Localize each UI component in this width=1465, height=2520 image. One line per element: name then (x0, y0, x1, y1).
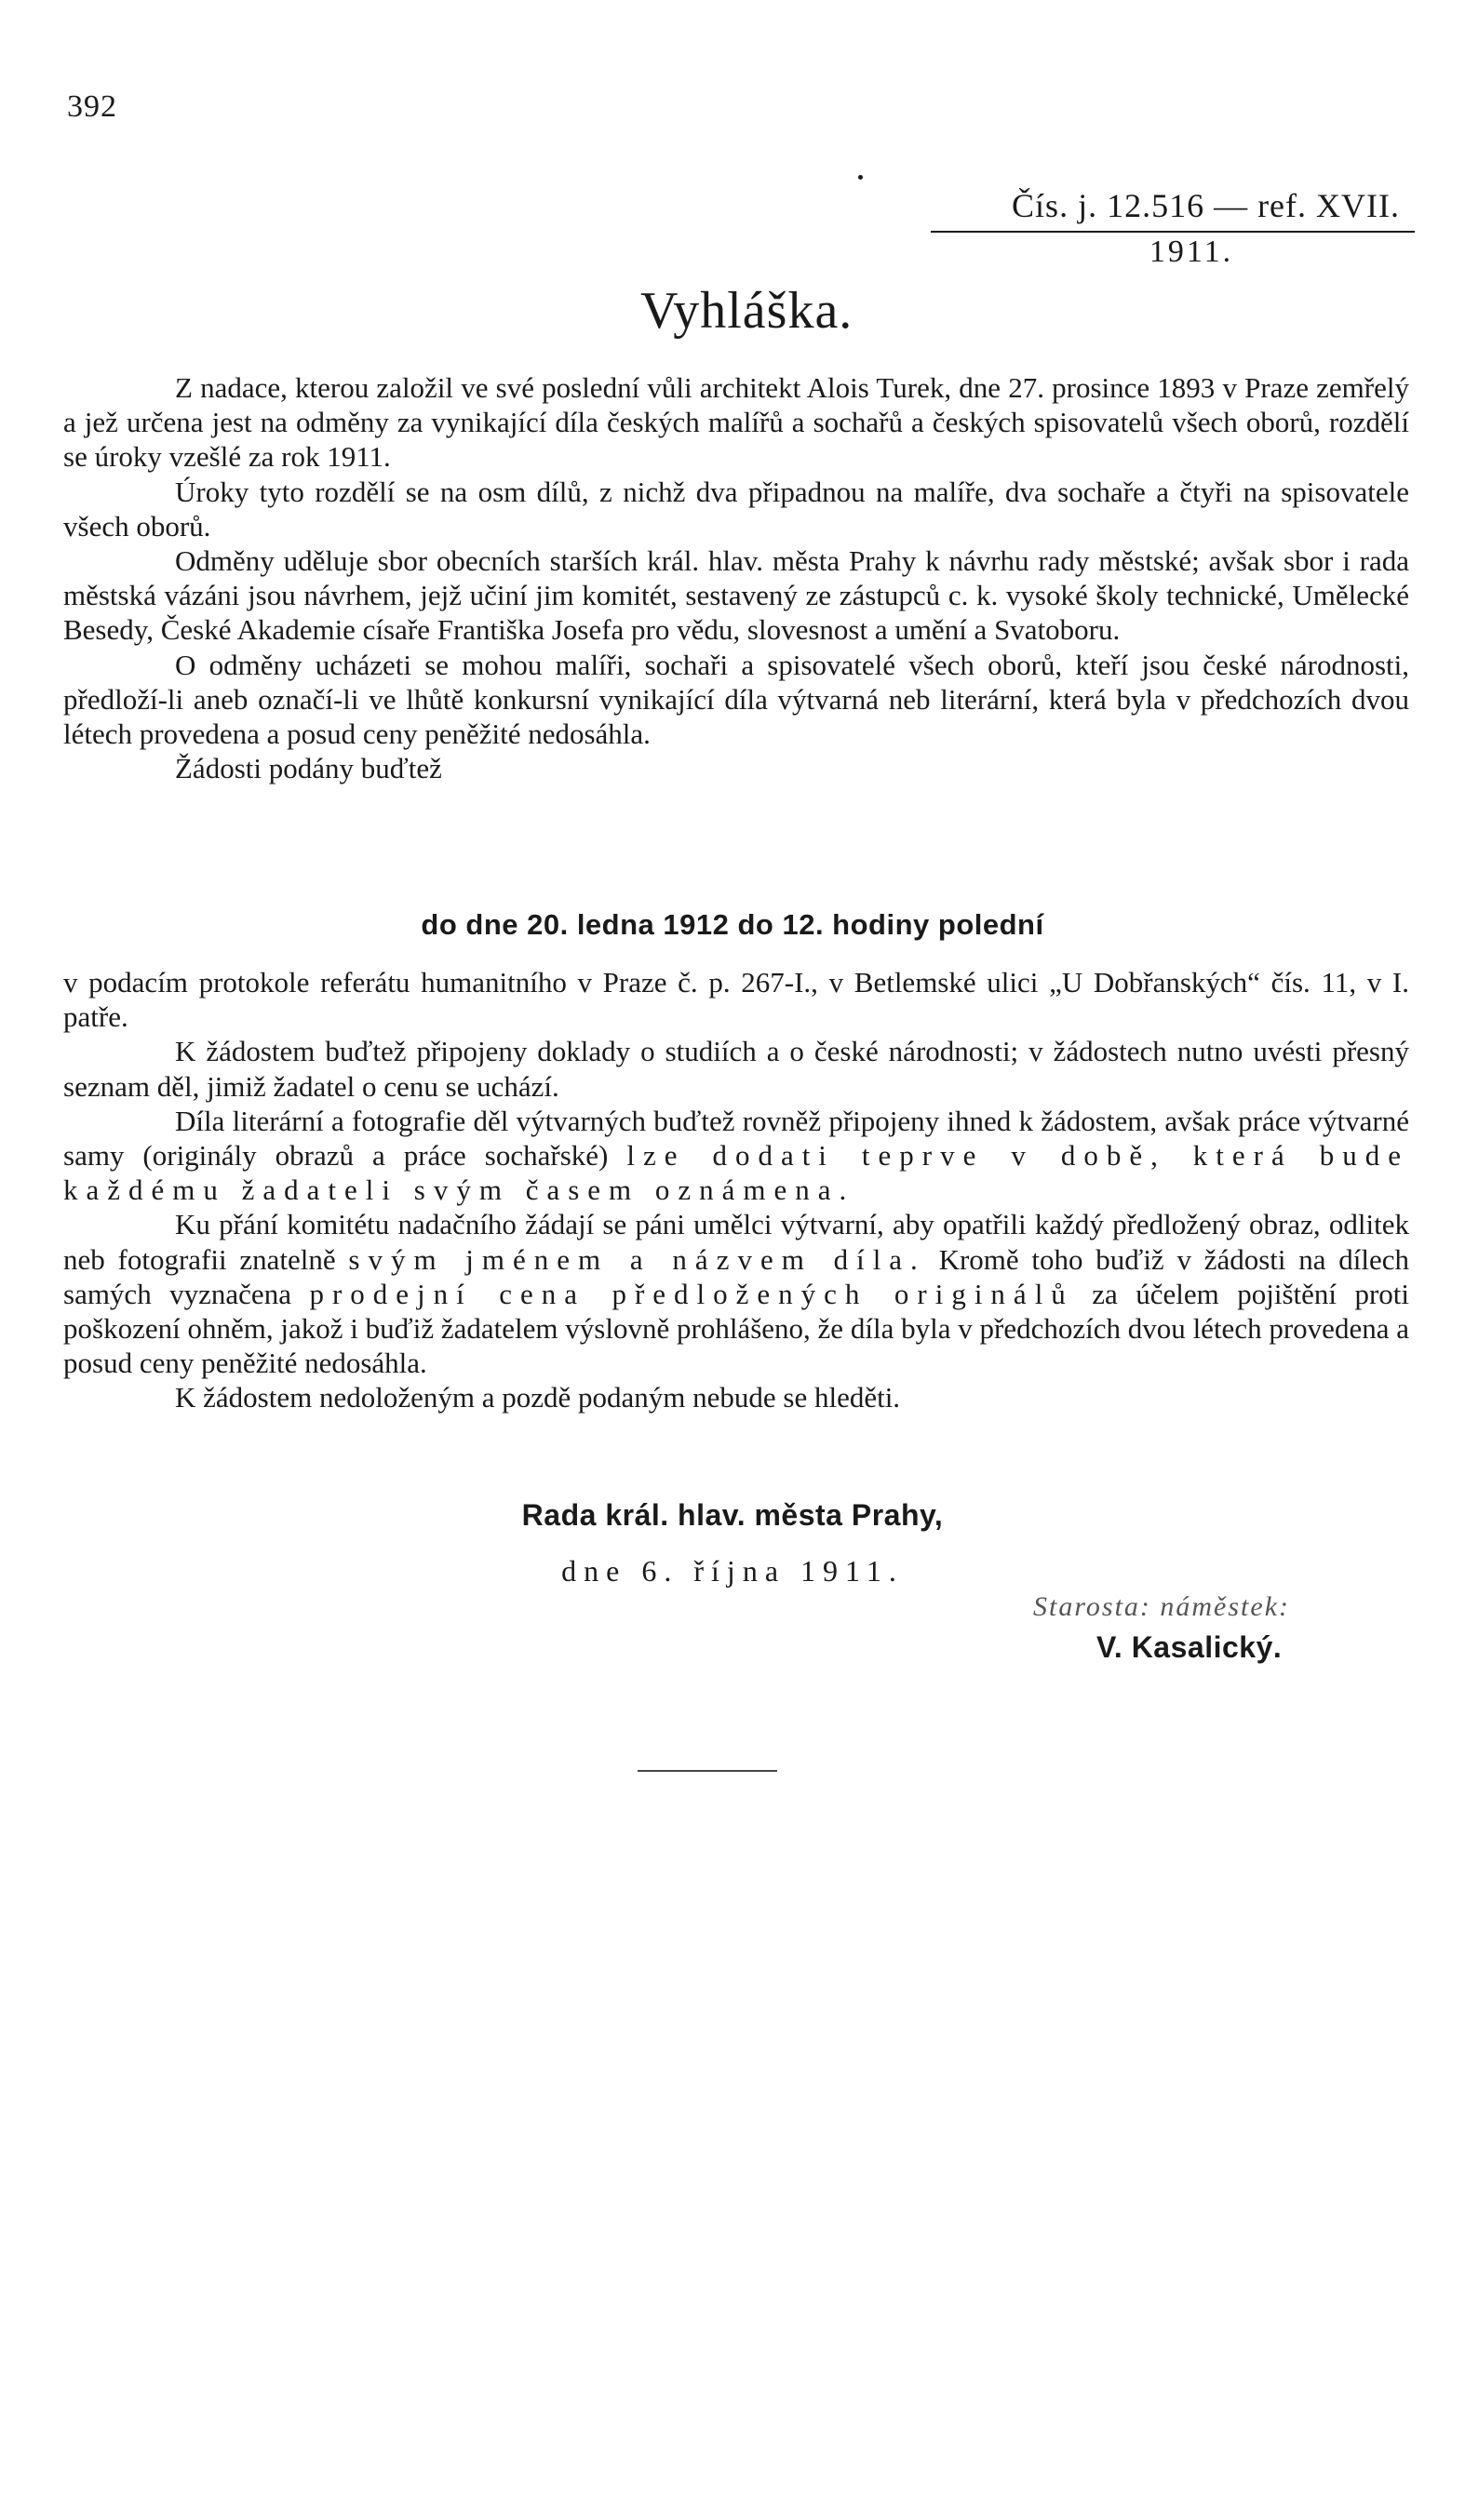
labelling-text-start: Ku přání komitétu nadačního žádají se páni umělci výtvarní, aby opatřili každý předložený obraz, odlitek neb fotografii znatelně (63, 1208, 1409, 1276)
announcement-body-bottom (63, 965, 1409, 1415)
signer-role: Starosta: náměstek: (1033, 1591, 1291, 1622)
paragraph-submit: Žádosti podány buďtež (175, 752, 442, 785)
labelling-text-end: za účelem pojištění proti poškození ohněm, jakož i buďiž žadatelem výslovně prohlášeno, že díla byla v předchozích dvou létech provedena a posud ceny peněžité nedosáhla. (63, 1277, 1410, 1380)
works-spaced-text: lze dodati teprve v době, která bude každému žadateli svým časem oznámena. (63, 1139, 1410, 1207)
signer-name: V. Kasalický. (1096, 1630, 1283, 1664)
issue-date: dne 6. října 1911. (561, 1554, 904, 1588)
paragraph-eligibility: O odměny ucházeti se mohou malíři, sochaři a spisovatelé všech oborů, kteří jsou české národnosti, předloží-li aneb označí-li ve lhůtě konkursní vynikající díla výtvarná neb literární, která byla v předchozích dvou létech provedena a posud ceny peněžité nedosáhla. (63, 648, 1409, 751)
paragraph-documents: K žádostem buďtež připojeny doklady o studiích a o české národnosti; v žádostech nutno uvésti přesný seznam děl, jimiž žadatel o cenu se uchází. (63, 1035, 1409, 1103)
paragraph-awarding: Odměny uděluje sbor obecních starších král. hlav. města Prahy k návrhu rady městské; avšak sbor i rada městská vázáni jsou návrhem, jejž učiní jim komitét, sestavený ze zástupců c. k. vysoké školy technické, Umělecké Besedy, České Akademie císaře Františka Josefa pro vědu, slovesnost a umění a Svatoboru. (63, 544, 1409, 647)
closing-rule (638, 1770, 777, 1772)
reference-block (931, 186, 1415, 270)
paragraph-location: v podacím protokole referátu humanitního v Praze č. p. 267-I., v Betlemské ulici „U Dobřanských“ čís. 11, v I. patře. (63, 966, 1409, 1034)
paragraph-late: K žádostem nedoloženým a pozdě podaným nebude se hleděti. (175, 1381, 901, 1414)
announcement-body-top (63, 370, 1409, 785)
paragraph-works (63, 1104, 1409, 1208)
paragraph-foundation: Z nadace, kterou založil ve své poslední vůli architekt Alois Turek, dne 27. prosince 1893 v Praze zemřelý a jež určena jest na odměny za vynikající díla českých malířů a sochařů a českých spisovatelů všech oborů, rozdělí se úroky vzešlé za rok 1911. (63, 371, 1409, 474)
reference-year: 1911. (1149, 235, 1234, 269)
works-text: Díla literární a fotografie děl výtvarných buďtež rovněž připojeny ihned k žádostem, avšak práce výtvarné samy (originály obrazů a práce sochařské) (63, 1104, 1409, 1173)
reference-number: Čís. j. 12.516 — ref. XVII. (931, 186, 1415, 233)
issuing-authority: Rada král. hlav. města Prahy, (521, 1498, 944, 1532)
document-title: Vyhláška. (640, 282, 853, 340)
page-number: 392 (67, 89, 117, 124)
deadline-line: do dne 20. ledna 1912 do 12. hodiny polední (421, 908, 1044, 941)
labelling-spaced-1: svým jménem a názvem díla. (348, 1242, 926, 1276)
paragraph-labelling (63, 1207, 1409, 1380)
paragraph-division: Úroky tyto rozdělí se na osm dílů, z nichž dva připadnou na malíře, dva sochaře a čtyři na spisovatele všech oborů. (63, 475, 1409, 543)
stray-speck (858, 175, 863, 180)
labelling-text-mid: Kromě toho buďiž v žádosti na dílech samých vyznačena (63, 1242, 1410, 1310)
labelling-spaced-2: prodejní cena předložených originálů (309, 1277, 1074, 1310)
